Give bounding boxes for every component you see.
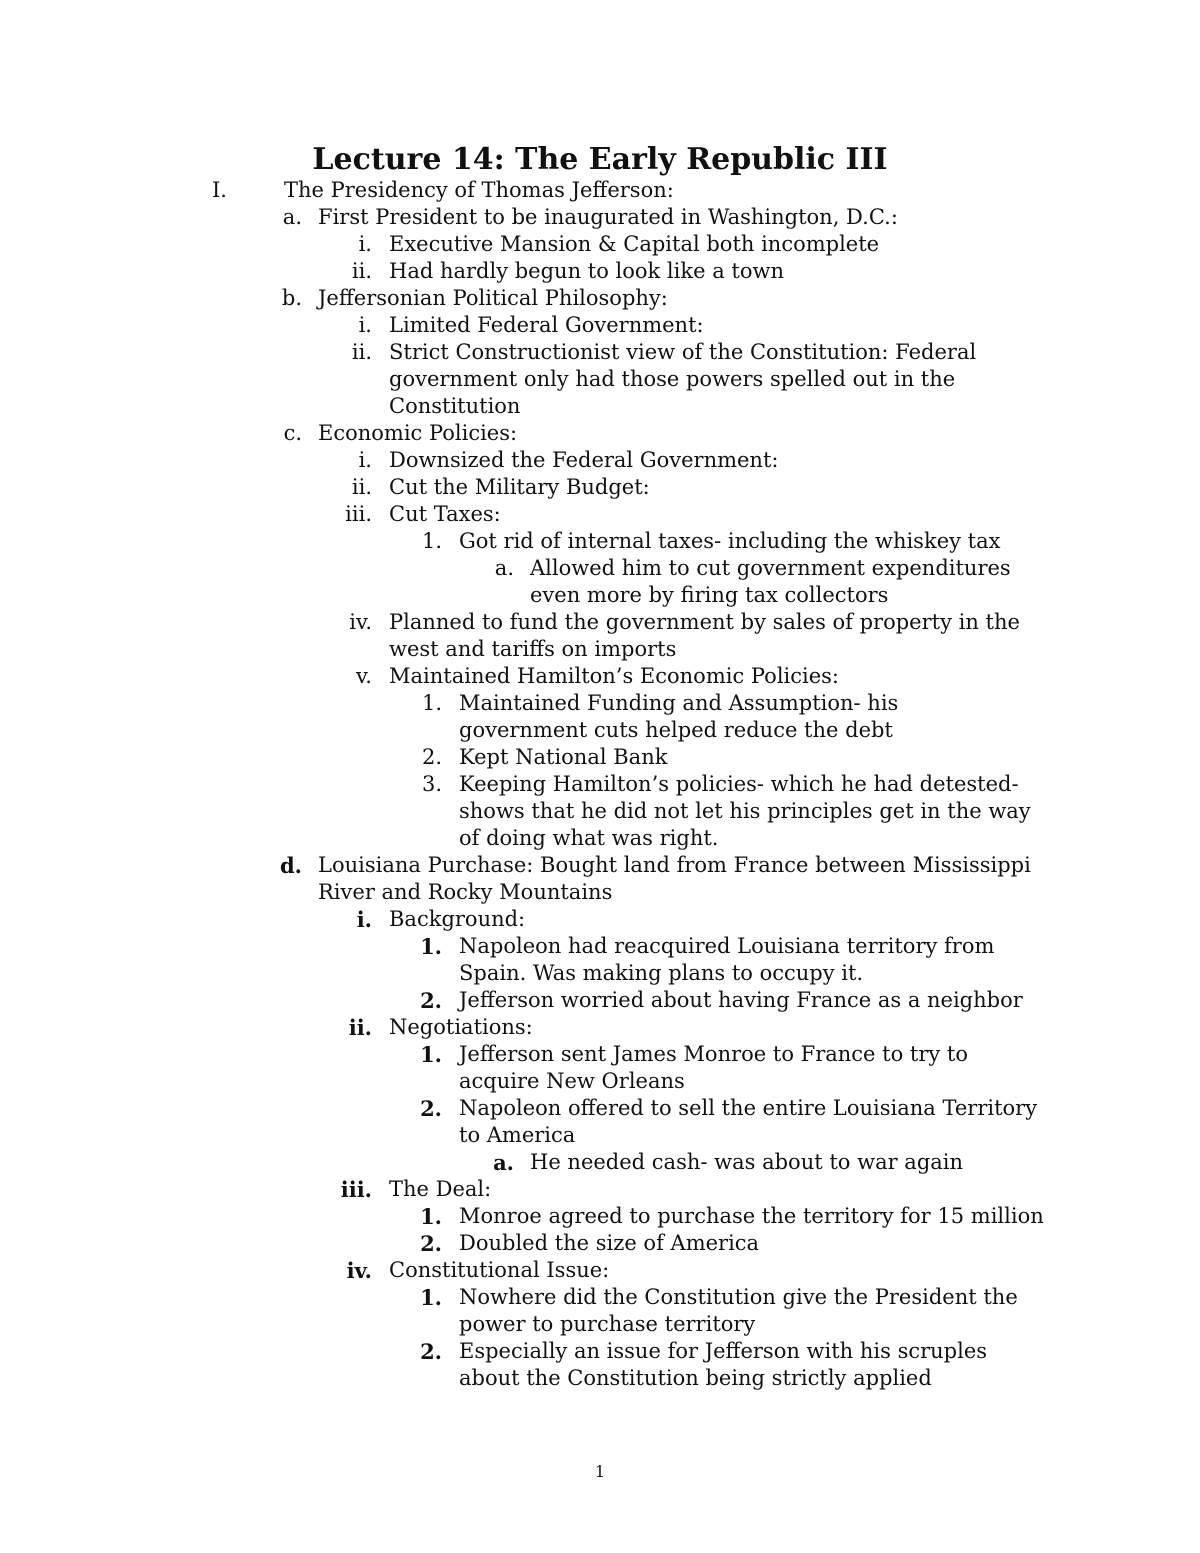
outline-marker: 1. — [420, 1042, 442, 1067]
outline-item — [0, 204, 1200, 231]
outline-marker: iv. — [349, 610, 372, 634]
outline-text: Nowhere did the Constitution give the President the power to purchase territory — [459, 1285, 1018, 1336]
outline-item — [0, 1284, 1200, 1338]
outline-marker: ii. — [351, 259, 372, 283]
outline-item — [0, 339, 1200, 420]
outline-text: Doubled the size of America — [459, 1231, 760, 1255]
outline-item — [0, 258, 1200, 285]
outline-marker: I. — [212, 178, 227, 202]
outline-text: Cut Taxes: — [389, 502, 501, 526]
outline-item — [0, 501, 1200, 528]
outline-marker: a. — [282, 205, 302, 229]
outline-text: Jefferson worried about having France as a neighbor — [459, 988, 1023, 1012]
outline-item — [0, 474, 1200, 501]
outline-item — [0, 987, 1200, 1014]
outline-text: The Presidency of Thomas Jefferson: — [284, 178, 674, 202]
outline-text: First President to be inaugurated in Washington, D.C.: — [318, 205, 898, 229]
outline-text: Maintained Funding and Assumption- his government cuts helped reduce the debt — [459, 691, 899, 742]
outline-text: The Deal: — [389, 1177, 492, 1201]
outline-text: Napoleon had reacquired Louisiana territory from Spain. Was making plans to occupy it. — [459, 934, 995, 985]
outline-item — [0, 1014, 1200, 1041]
outline-marker: 2. — [420, 1231, 442, 1256]
outline-item — [0, 1176, 1200, 1203]
outline-text: Keeping Hamilton’s policies- which he had detested- shows that he did not let his principles get in the way of doing what was right. — [459, 772, 1031, 850]
outline-marker: a. — [494, 556, 514, 580]
outline-text: Executive Mansion & Capital both incomplete — [389, 232, 880, 256]
outline-marker: iii. — [340, 1177, 372, 1202]
outline-marker: 2. — [420, 1096, 442, 1121]
outline-item — [0, 528, 1200, 555]
outline-text: Jefferson sent James Monroe to France to try to acquire New Orleans — [459, 1042, 969, 1093]
outline-text: Especially an issue for Jefferson with his scruples about the Constitution being strictly applied — [459, 1339, 988, 1390]
outline-item — [0, 771, 1200, 852]
outline-text: Cut the Military Budget: — [389, 475, 650, 499]
outline-marker: iii. — [345, 502, 372, 526]
outline-item — [0, 1338, 1200, 1392]
outline-marker: ii. — [348, 1015, 372, 1040]
outline-item — [0, 1095, 1200, 1149]
outline-marker: 2. — [420, 1339, 442, 1364]
outline-list — [0, 177, 1200, 1392]
outline-marker: 1. — [420, 934, 442, 959]
outline-text: Economic Policies: — [318, 421, 518, 445]
outline-marker: i. — [358, 313, 372, 337]
outline-marker: v. — [355, 664, 372, 688]
outline-marker: a. — [493, 1150, 514, 1175]
outline-text: Strict Constructionist view of the Constitution: Federal government only had those powers spelled out in the Constitution — [389, 340, 977, 418]
outline-marker: ii. — [351, 340, 372, 364]
outline-text: Limited Federal Government: — [389, 313, 704, 337]
outline-text: Planned to fund the government by sales of property in the west and tariffs on imports — [389, 610, 1020, 661]
outline-marker: 1. — [420, 1204, 442, 1229]
page-title: Lecture 14: The Early Republic III — [312, 142, 888, 177]
outline-marker: 2. — [420, 988, 442, 1013]
outline-text: Downsized the Federal Government: — [389, 448, 779, 472]
outline-marker: i. — [358, 232, 372, 256]
outline-item — [0, 1257, 1200, 1284]
outline-marker: i. — [358, 448, 372, 472]
outline-marker: i. — [356, 907, 372, 932]
outline-text: Background: — [389, 907, 526, 931]
outline-item — [0, 1203, 1200, 1230]
outline-item — [0, 177, 1200, 204]
outline-marker: 2. — [421, 745, 442, 769]
outline-text: Allowed him to cut government expenditures even more by firing tax collectors — [530, 556, 1011, 607]
outline-text: Monroe agreed to purchase the territory for 15 million — [459, 1204, 1044, 1228]
outline-marker: 1. — [421, 691, 442, 715]
outline-marker: 1. — [420, 1285, 442, 1310]
outline-text: He needed cash- was about to war again — [530, 1150, 964, 1174]
outline-text: Negotiations: — [389, 1015, 533, 1039]
outline-item — [0, 852, 1200, 906]
outline-marker: 1. — [421, 529, 442, 553]
outline-text: Louisiana Purchase: Bought land from France between Mississippi River and Rocky Mountains — [318, 853, 1031, 904]
outline-text: Got rid of internal taxes- including the whiskey tax — [459, 529, 1001, 553]
outline-item — [0, 1230, 1200, 1257]
outline-marker: d. — [280, 853, 302, 878]
outline-item — [0, 1041, 1200, 1095]
outline-item — [0, 744, 1200, 771]
outline-text: Kept National Bank — [459, 745, 668, 769]
outline-item — [0, 906, 1200, 933]
outline-item — [0, 555, 1200, 609]
outline-text: Had hardly begun to look like a town — [389, 259, 784, 283]
outline-item — [0, 609, 1200, 663]
outline-item — [0, 1149, 1200, 1176]
page-number: 1 — [594, 1462, 606, 1481]
outline-marker: 3. — [421, 772, 442, 796]
outline-item — [0, 933, 1200, 987]
outline-text: Constitutional Issue: — [389, 1258, 610, 1282]
outline-marker: c. — [283, 421, 302, 445]
outline-item — [0, 231, 1200, 258]
outline-item — [0, 447, 1200, 474]
outline-text: Jeffersonian Political Philosophy: — [318, 286, 668, 310]
outline-item — [0, 285, 1200, 312]
outline-text: Napoleon offered to sell the entire Louisiana Territory to America — [459, 1096, 1038, 1147]
outline-item — [0, 663, 1200, 690]
outline-text: Maintained Hamilton’s Economic Policies: — [389, 664, 840, 688]
outline-item — [0, 312, 1200, 339]
outline-marker: ii. — [351, 475, 372, 499]
outline-marker: iv. — [346, 1258, 372, 1283]
outline-item — [0, 690, 1200, 744]
outline-marker: b. — [281, 286, 302, 310]
outline-item — [0, 420, 1200, 447]
